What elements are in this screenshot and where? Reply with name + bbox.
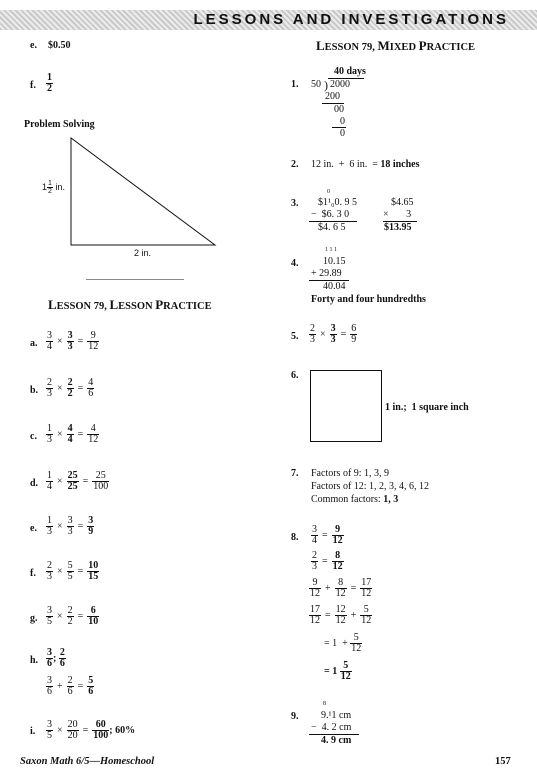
problem-6-answer: 1 in.; 1 square inch [385,402,469,413]
subtraction-subtrahend: − $6. 3 0 [311,209,350,220]
practice-label: d. [30,478,39,489]
factors-of-9: Factors of 9: 1, 3, 9 [311,468,390,479]
practice-equation: $\frac{2}{3}$ × $\frac{2}{2}$ = $\frac{4}{6}$ [47,377,94,399]
multiplication-top: $4.65 [391,197,414,208]
division-bracket: ) [324,78,328,92]
problem-8-row-3: $\frac{9}{12}$ + $\frac{8}{12}$ = $\frac{17}{12}$ [310,577,372,599]
problem-5-equation: $\frac{2}{3}$ × $\frac{3}{3}$ = $\frac{6}{9}$ [310,323,357,345]
division-step-3: 0 [340,116,345,127]
division-step-1: 200 [325,91,340,102]
division-quotient: 40 days [334,66,366,77]
problem-8-row-1: $\frac{3}{4}$ = $\frac{9}{12}$ [312,524,343,546]
problem-3-label: 3. [291,198,299,209]
practice-equation: $\frac{1}{4}$ × $\frac{25}{25}$ = $\frac{25}{100}$ [47,470,109,492]
practice-label: e. [30,523,37,534]
lesson-practice-title: LESSON 79, LESSON PRACTICE [48,297,212,312]
practice-equation: $\frac{1}{3}$ × $\frac{3}{3}$ = $\frac{3}{9}$ [47,515,94,537]
problem-6-label: 6. [291,370,299,381]
answer-f-label: f. [30,80,36,91]
triangle-base-label: 2 in. [134,248,152,258]
footer-book-title: Saxon Math 6/5—Homeschool [20,756,155,767]
practice-label: f. [30,568,36,579]
mixed-practice-title: LESSON 79, MIXED PRACTICE [316,38,476,53]
division-dividend: 2000 [330,79,350,90]
multiplication-result: $13.95 [384,222,412,233]
common-factors: Common factors: 1, 3 [311,494,399,505]
divider [86,279,184,280]
problem-7-label: 7. [291,468,299,479]
practice-i-equation: $\frac{3}{5}$ × $\frac{20}{20}$ = $\frac{60}{100}$ ; 60% [47,719,136,741]
addition-top: 10.15 [323,256,346,267]
practice-h-label: h. [30,655,39,666]
practice-equation: $\frac{3}{5}$ × $\frac{2}{2}$ = $\frac{6}{10}$ [47,605,99,627]
practice-label: g. [30,613,38,624]
problem-1-label: 1. [291,79,299,90]
triangle-height-label: 1 $\frac{1}{2}$ in. [42,180,65,195]
practice-i-label: i. [30,726,36,737]
subtraction-top: $1¹₀0. 9 5 [318,197,357,208]
practice-equation: $\frac{2}{3}$ × $\frac{5}{5}$ = $\frac{10}{15}$ [47,560,99,582]
division-divisor: 50 [311,79,321,90]
multiplication-factor: × 3 [383,209,412,220]
borrow-digit-9: 8 [323,701,326,707]
problem-8-label: 8. [291,532,299,543]
addition-words: Forty and four hundredths [311,294,426,305]
practice-equation: $\frac{1}{3}$ × $\frac{4}{4}$ = $\frac{4}{12}$ [47,423,99,445]
practice-label: b. [30,385,39,396]
square-diagram [310,370,382,442]
answer-e-value: $0.50 [48,40,71,51]
right-triangle-diagram [68,136,218,248]
page-number: 157 [495,756,511,767]
borrow-digit: 0 [327,189,330,195]
problem-8-row-4: $\frac{17}{12}$ = $\frac{12}{12}$ + $\frac{5}{12}$ [310,604,372,626]
subtraction-9-subtrahend: − 4. 2 cm [311,722,352,733]
subtraction-result: $4. 6 5 [318,222,346,233]
problem-8-row-2: $\frac{2}{3}$ = $\frac{8}{12}$ [312,550,343,572]
answer-f-fraction: $\frac{1}{2}$ [47,72,52,94]
division-step-4: 0 [340,128,345,139]
subtraction-9-top: 9.¹1 cm [321,710,352,721]
problem-4-label: 4. [291,258,299,269]
problem-8-row-6: = 1 $\frac{5}{12}$ [324,660,351,682]
practice-h-sum: $\frac{3}{6}$ + $\frac{2}{6}$ = $\frac{5}{6}$ [47,675,94,697]
factors-of-12: Factors of 12: 1, 2, 3, 4, 6, 12 [311,481,430,492]
banner-title: LESSONS AND INVESTIGATIONS [193,11,509,28]
practice-h-fractions: $\frac{3}{6}$ ; $\frac{2}{6}$ [47,647,65,669]
problem-5-label: 5. [291,331,299,342]
problem-2-expression: 12 in. + 6 in. = 18 inches [311,159,420,170]
division-step-2: 00 [334,104,344,115]
problem-solving-heading: Problem Solving [24,119,95,130]
problem-9-label: 9. [291,711,299,722]
practice-equation: $\frac{3}{4}$ × $\frac{3}{3}$ = $\frac{9}{12}$ [47,330,99,352]
problem-8-row-5: = 1 + $\frac{5}{12}$ [324,632,362,654]
practice-label: a. [30,338,38,349]
addition-addend: + 29.89 [311,268,342,279]
problem-2-label: 2. [291,159,299,170]
addition-sum: 40.04 [323,281,346,292]
carry-digits: 1 1 1 [325,247,337,253]
answer-e-label: e. [30,40,37,51]
header-banner [0,10,537,30]
practice-label: c. [30,431,37,442]
subtraction-9-result: 4. 9 cm [321,735,352,746]
